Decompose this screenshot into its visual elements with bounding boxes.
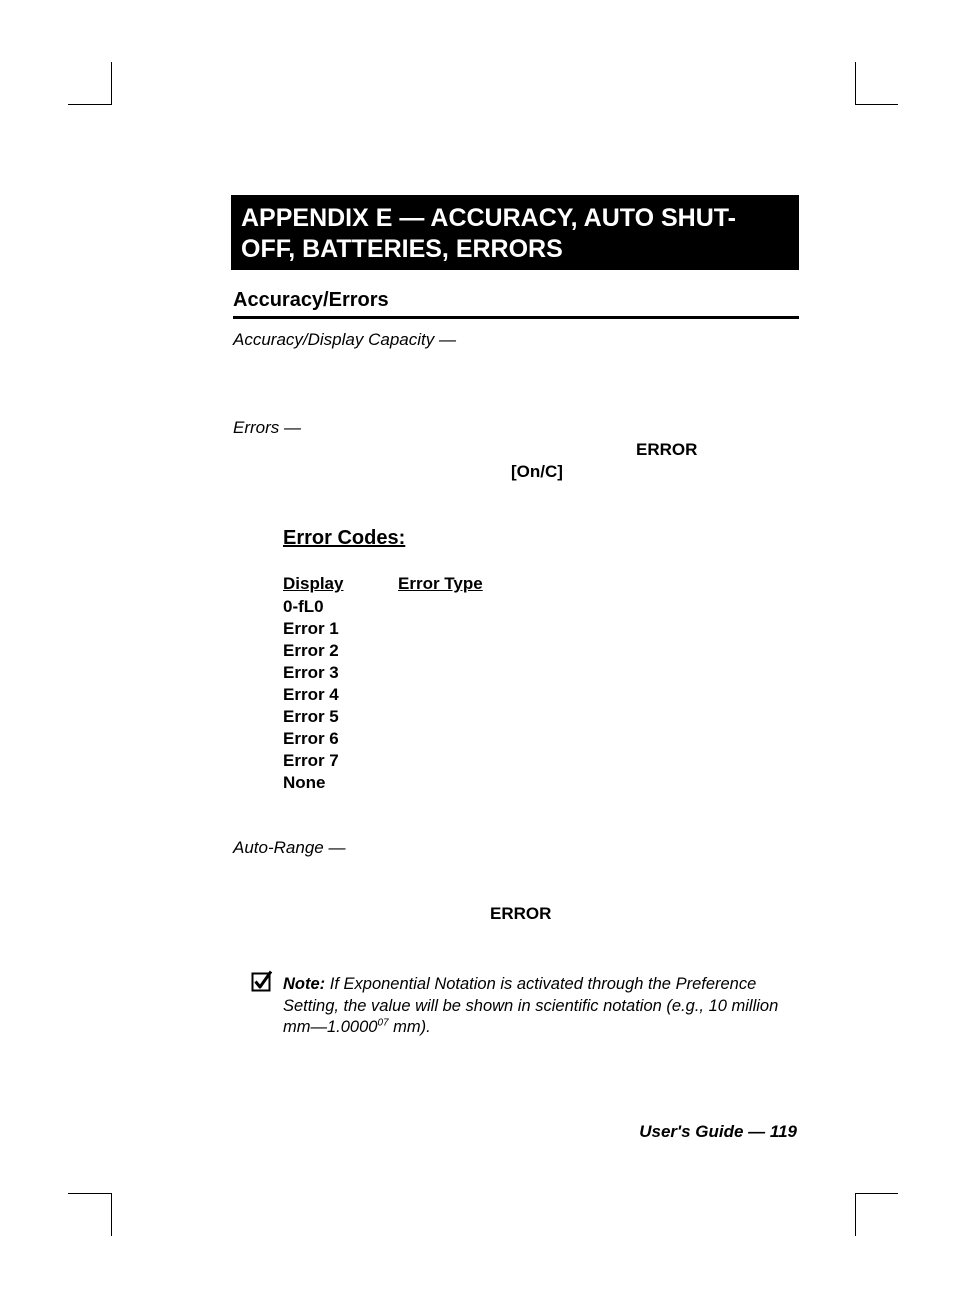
crop-mark-bottom-left-v — [111, 1193, 112, 1236]
crop-mark-bottom-left-h — [68, 1193, 111, 1194]
clear-key-label: [On/C] — [511, 462, 563, 481]
appendix-title-line-1: APPENDIX E — ACCURACY, AUTO SHUT- — [241, 204, 736, 232]
crop-mark-top-right-v — [855, 62, 856, 105]
crop-mark-bottom-right-h — [855, 1193, 898, 1194]
checkbox-check-icon — [251, 970, 273, 992]
error-code-row: Error 4 — [283, 685, 339, 704]
page-footer: User's Guide — 119 — [639, 1122, 797, 1141]
error-codes-heading: Error Codes: — [283, 527, 406, 549]
error-codes-list — [283, 596, 339, 794]
crop-mark-top-left-v — [111, 62, 112, 105]
error-code-row: None — [283, 773, 326, 792]
column-header-error-type: Error Type — [398, 574, 483, 593]
accuracy-label: Accuracy/Display Capacity — — [233, 330, 456, 349]
crop-mark-bottom-right-v — [855, 1193, 856, 1236]
error-code-row: Error 3 — [283, 663, 339, 682]
crop-mark-top-right-h — [855, 104, 898, 105]
note-exponent: 07 — [377, 1017, 389, 1029]
error-code-row: Error 2 — [283, 641, 339, 660]
section-heading: Accuracy/Errors — [233, 287, 799, 319]
appendix-title-line-2: OFF, BATTERIES, ERRORS — [241, 235, 563, 263]
errors-label: Errors — — [233, 418, 301, 437]
error-code-row: Error 6 — [283, 729, 339, 748]
errors-keyword: ERROR — [636, 440, 698, 459]
note-label: Note: — [283, 975, 326, 993]
note-paragraph — [283, 974, 803, 1039]
note-text-end: mm). — [388, 1018, 431, 1036]
crop-mark-top-left-h — [68, 104, 111, 105]
appendix-title-bar — [231, 195, 799, 270]
error-code-row: Error 5 — [283, 707, 339, 726]
error-code-row: Error 1 — [283, 619, 339, 638]
column-header-display: Display — [283, 574, 344, 593]
error-code-row: 0-fL0 — [283, 597, 324, 616]
note-text: If Exponential Notation is activated through the Preference Setting, the value will be shown in scientific notation (e.g., 10 million mm—1.0000 — [283, 975, 779, 1036]
auto-range-keyword: ERROR — [490, 904, 552, 923]
error-code-row: Error 7 — [283, 751, 339, 770]
auto-range-label: Auto-Range — — [233, 838, 346, 857]
